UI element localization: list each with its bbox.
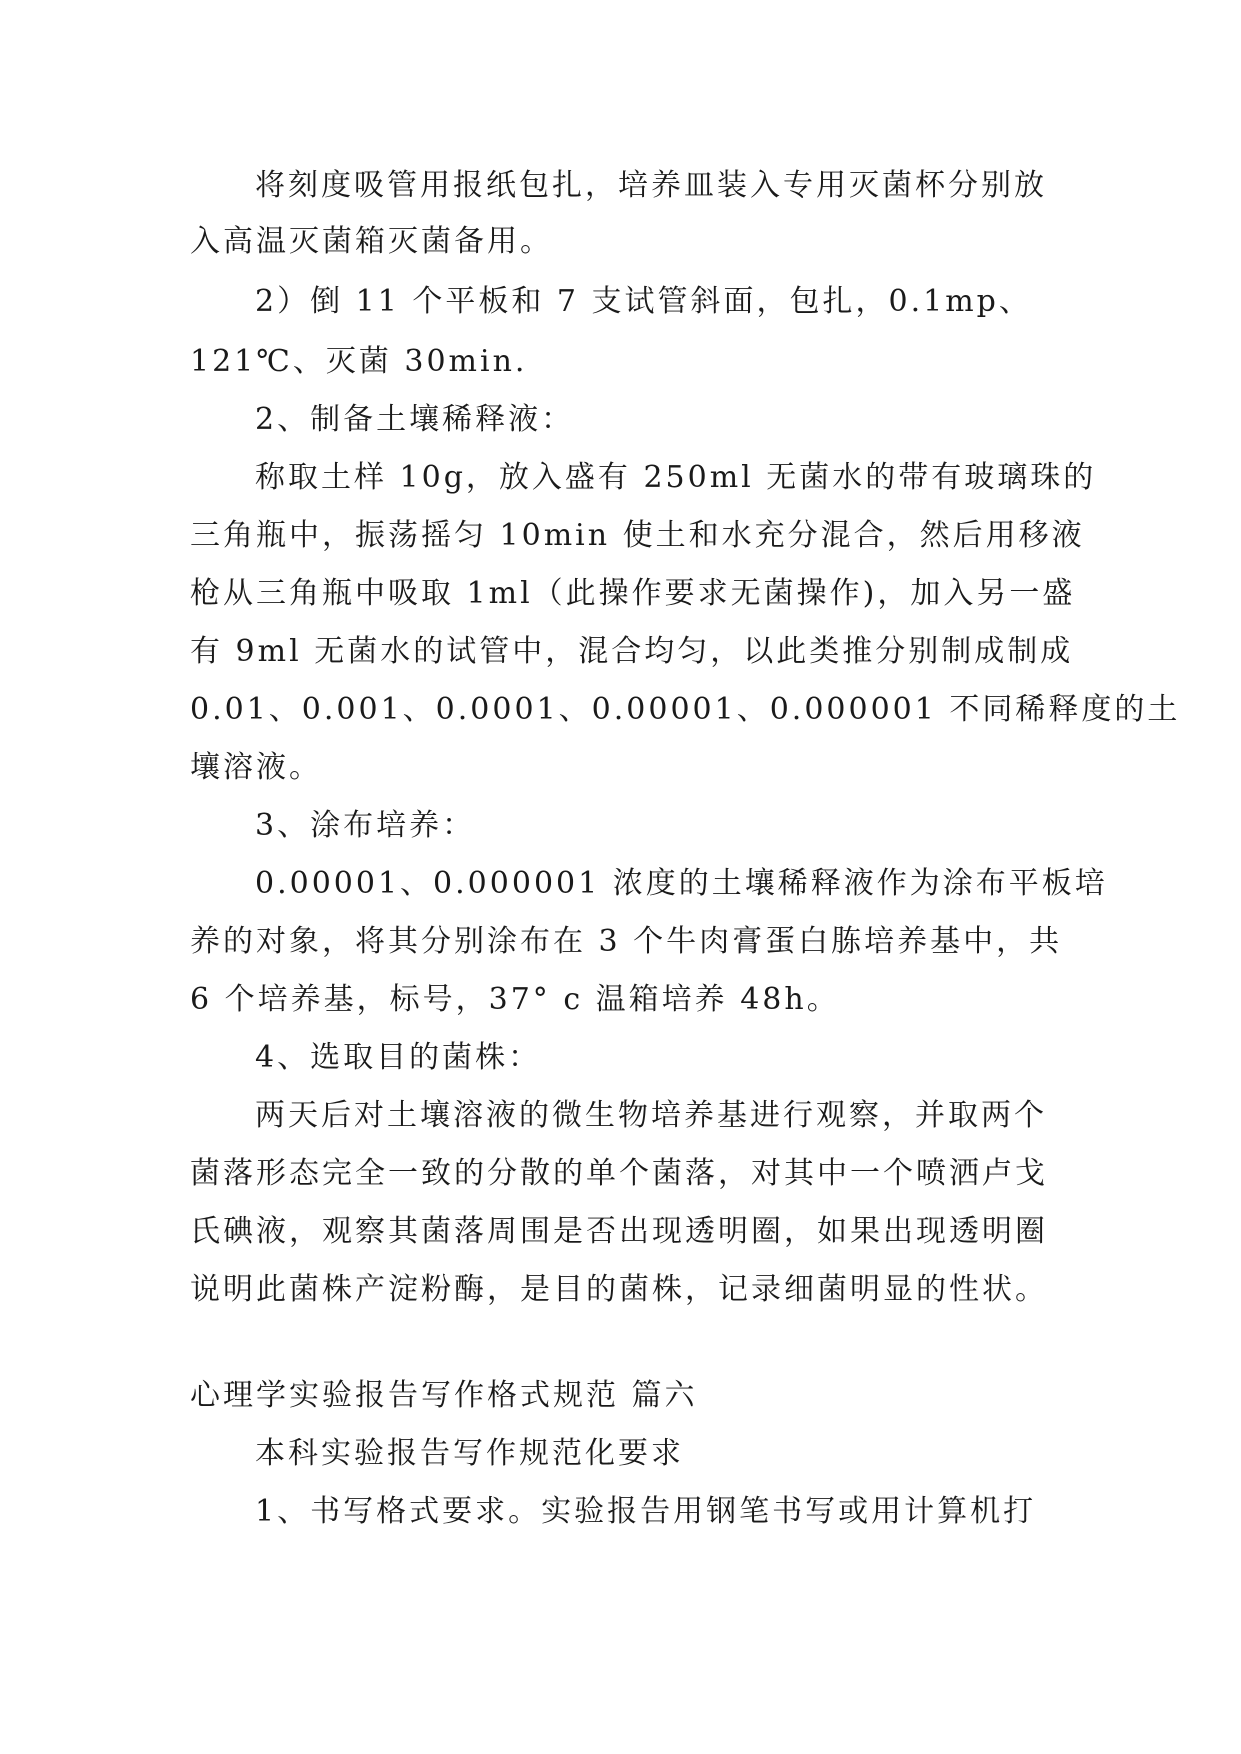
paragraph-line: 两天后对土壤溶液的微生物培养基进行观察，并取两个: [255, 1098, 1047, 1133]
paragraph-line: 将刻度吸管用报纸包扎，培养皿装入专用灭菌杯分别放: [255, 168, 1047, 203]
paragraph-line: 1、书写格式要求。实验报告用钢笔书写或用计算机打: [255, 1494, 1037, 1529]
paragraph-line: 三角瓶中，振荡摇匀 10min 使土和水充分混合，然后用移液: [190, 518, 1085, 553]
paragraph-line: 菌落形态完全一致的分散的单个菌落，对其中一个喷洒卢戈: [190, 1156, 1048, 1191]
paragraph-line: 0.00001、0.000001 浓度的土壤稀释液作为涂布平板培: [255, 866, 1108, 901]
paragraph-line: 说明此菌株产淀粉酶，是目的菌株，记录细菌明显的性状。: [190, 1272, 1048, 1307]
paragraph-line: 氏碘液，观察其菌落周围是否出现透明圈，如果出现透明圈: [190, 1214, 1048, 1249]
article-subtitle: 本科实验报告写作规范化要求: [255, 1436, 684, 1471]
paragraph-line: 6 个培养基，标号，37° c 温箱培养 48h。: [190, 982, 840, 1017]
paragraph-line: 壤溶液。: [190, 750, 322, 785]
paragraph-line: 称取土样 10g，放入盛有 250ml 无菌水的带有玻璃珠的: [255, 460, 1097, 495]
paragraph-line: 有 9ml 无菌水的试管中，混合均匀，以此类推分别制成制成: [190, 634, 1074, 669]
section-heading: 3、涂布培养：: [255, 808, 476, 843]
paragraph-line: 0.01、0.001、0.0001、0.00001、0.000001 不同稀释度的土: [190, 692, 1181, 727]
paragraph-line: 121℃、灭菌 30min.: [190, 344, 528, 379]
article-title: 心理学实验报告写作格式规范 篇六: [190, 1378, 698, 1413]
paragraph-line: 2）倒 11 个平板和 7 支试管斜面，包扎，0.1mp、: [255, 284, 1032, 319]
paragraph-line: 枪从三角瓶中吸取 1ml（此操作要求无菌操作)，加入另一盛: [190, 576, 1076, 611]
paragraph-line: 入高温灭菌箱灭菌备用。: [190, 224, 553, 259]
paragraph-line: 养的对象，将其分别涂布在 3 个牛肉膏蛋白胨培养基中，共: [190, 924, 1063, 959]
section-heading: 4、选取目的菌株：: [255, 1040, 542, 1075]
section-heading: 2、制备土壤稀释液：: [255, 402, 575, 437]
